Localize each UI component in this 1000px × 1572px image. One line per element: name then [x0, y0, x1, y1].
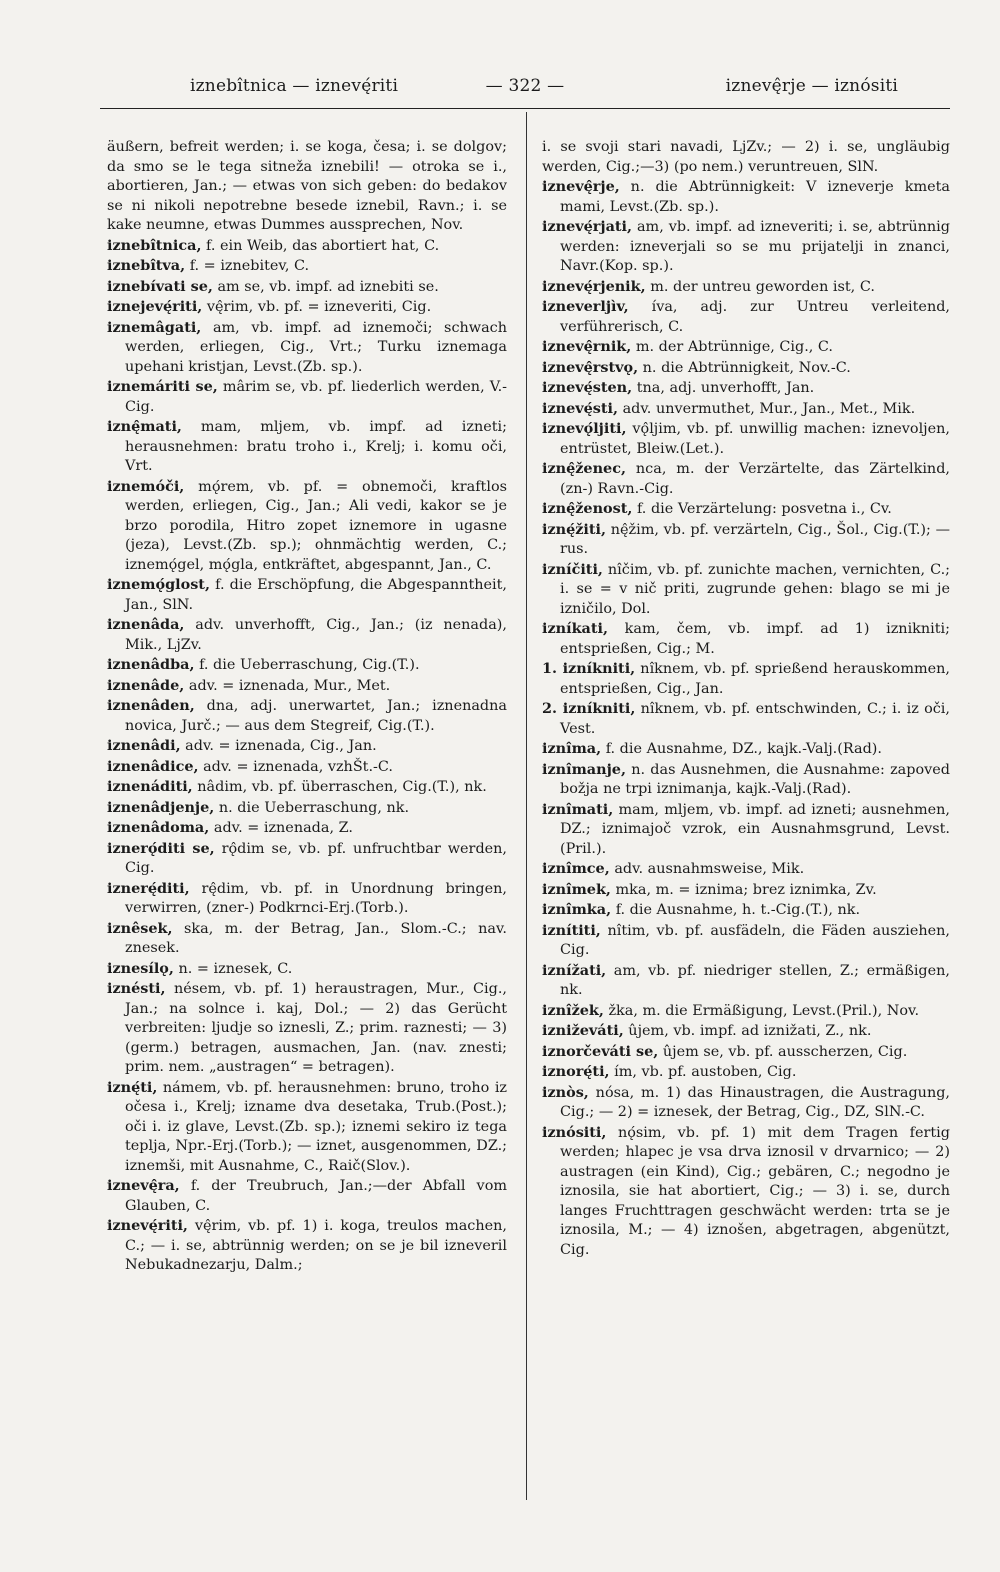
entry-headword: iznîma, [542, 740, 602, 757]
entry-headword: iznîmce, [542, 860, 610, 877]
entry-definition: ûjem, vb. impf. ad iznižati, Z., nk. [628, 1023, 872, 1039]
entry-headword: iznę́žiti, [542, 520, 607, 538]
dictionary-entry [107, 676, 507, 697]
entry-headword: iznêsek, [107, 919, 173, 937]
right-column [542, 138, 950, 1260]
page-header [100, 76, 950, 102]
entry-definition: f. die Erschöpfung, die Abgespanntheit, Jan., SlN. [125, 577, 507, 613]
header-right-guideword: iznevę̂rje — iznósiti [725, 76, 898, 96]
entry-headword: iznenâdi, [107, 737, 181, 754]
entry-definition: i. se svoji stari navadi, LjZv.; — 2) i. se, ungläubig werden, Cig.;—3) (po nem.) veruntreuen, SlN. [542, 139, 950, 175]
entry-headword: iznemóči, [107, 477, 185, 495]
entry-definition: vǫ̂ljim, vb. pf. unwillig machen: iznevoljen, entrüstet, Bleiw.(Let.). [560, 421, 951, 457]
entry-definition: mam, mljem, vb. impf. ad izneti; ausnehmen, DZ.; iznimajoč vzrok, ein Ausnahmsgrund, Levst.(Pril.). [560, 801, 951, 857]
dictionary-entry [542, 1062, 950, 1083]
entry-headword: iznevę́sten, [542, 379, 633, 396]
left-column [107, 138, 507, 1276]
dictionary-entry [107, 1176, 507, 1216]
dictionary-entry [542, 961, 950, 1001]
dictionary-entry [542, 900, 950, 921]
header-left-guideword: iznebîtnica — iznevę́riti [190, 76, 399, 96]
entry-definition: mǫ́rem, vb. pf. = obnemoči, kraftlos werden, erliegen, Cig., Jan.; Ali vedi, kakor se je brzo porodila, Hitro zopet iznemore in ugasne (jeza), Levst.(Zb. sp.); ohnmächtig werden, C.; iznemǫ́gel, mǫ́gla, entkräftet, abgespannt, Jan., C. [125, 478, 507, 573]
entry-headword: izneverljìv, [542, 298, 629, 315]
dictionary-entry [107, 297, 507, 318]
entry-definition: nîtim, vb. pf. ausfädeln, die Fäden ausziehen, Cig. [560, 922, 950, 958]
entry-definition: n. die Abtrünnigkeit, Nov.-C. [642, 359, 851, 376]
entry-headword: iznósiti, [542, 1123, 607, 1141]
entry-definition: mka, m. = iznima; brez iznimka, Zv. [615, 881, 877, 898]
entry-headword: iznenâde, [107, 676, 185, 694]
entry-headword: iznemáriti se, [107, 378, 218, 395]
entry-headword: 2. izníkniti, [542, 700, 636, 717]
entry-headword: iznîmek, [542, 880, 611, 898]
entry-definition: vę̂rim, vb. pf. = izneveriti, Cig. [206, 299, 432, 315]
entry-definition: am, vb. pf. niedriger stellen, Z.; ermäßigen, nk. [560, 962, 951, 998]
entry-definition: f. der Treubruch, Jan.;—der Abfall vom Glauben, C. [125, 1178, 507, 1214]
dictionary-entry [542, 277, 950, 298]
entry-headword: iznevę́rjenik, [542, 277, 646, 295]
entry-definition: f. die Ueberraschung, Cig.(T.). [199, 657, 420, 673]
dictionary-entry [542, 177, 950, 217]
entry-headword: 1. izníkniti, [542, 660, 636, 677]
entry-definition: kam, čem, vb. impf. ad 1) iznikniti; entsprießen, Cig.; M. [560, 621, 950, 657]
entry-headword: iznemǫ́glost, [107, 576, 210, 593]
entry-definition: am se, vb. impf. ad iznebiti se. [217, 278, 439, 295]
entry-definition: ûjem se, vb. pf. ausscherzen, Cig. [662, 1043, 908, 1060]
dictionary-entry [542, 217, 950, 277]
entry-definition: adv. ausnahmsweise, Mik. [614, 861, 805, 877]
entry-headword: iznîmanje, [542, 760, 626, 778]
entry-headword: iznevę́sti, [542, 399, 619, 417]
dictionary-entry [542, 619, 950, 659]
dictionary-entry [542, 138, 950, 177]
entry-definition: adv. = iznenada, Cig., Jan. [185, 738, 377, 754]
entry-headword: iznebîtnica, [107, 236, 202, 254]
entry-headword: iznenâdice, [107, 757, 199, 775]
entry-headword: iznebîtva, [107, 257, 186, 274]
dictionary-entry [107, 256, 507, 277]
entry-headword: iznorę́ti, [542, 1063, 610, 1080]
entry-headword: izníčiti, [542, 560, 603, 578]
entry-definition: n. = iznesek, C. [178, 960, 293, 977]
entry-headword: iznítiti, [542, 921, 601, 939]
dictionary-entry [107, 138, 507, 236]
entry-headword: iznenáditi, [107, 778, 193, 795]
dictionary-entry [107, 777, 507, 798]
dictionary-entry [107, 575, 507, 615]
entry-definition: f. die Ausnahme, DZ., kajk.-Valj.(Rad). [605, 741, 882, 757]
dictionary-entry [542, 800, 950, 860]
dictionary-entry [542, 358, 950, 379]
dictionary-entry [542, 337, 950, 358]
entry-definition: nâdim, vb. pf. überraschen, Cig.(T.), nk. [197, 779, 487, 795]
entry-headword: iznésti, [107, 980, 166, 997]
dictionary-entry [542, 921, 950, 961]
dictionary-entry [107, 377, 507, 417]
entry-headword: iznorčeváti se, [542, 1042, 659, 1060]
dictionary-entry [542, 1042, 950, 1063]
entry-definition: f. = iznebitev, C. [189, 258, 310, 274]
entry-definition: ska, m. der Betrag, Jan., Slom.-C.; nav. znesek. [125, 920, 508, 956]
entry-definition: námem, vb. pf. herausnehmen: bruno, troho iz očesa i., Krelj; izname dva desetaka, Trub.(Post.); oči i. iz glave, Levst.(Zb. sp.); iznemi sekiro iz tega teplja, Npr.-Erj.(Torb.); — iznet, ausgenommen, DZ.; iznemši, mit Ausnahme, C., Raič(Slov.). [125, 1079, 508, 1174]
entry-definition: nę̂žim, vb. pf. verzärteln, Cig., Šol., Cig.(T.); — rus. [560, 521, 950, 557]
entry-headword: iznevę̂ra, [107, 1177, 180, 1194]
dictionary-entry [542, 1123, 950, 1261]
entry-headword: iznesílǫ, [107, 959, 174, 977]
entry-definition: n. die Abtrünnigkeit: V izneverje kmeta mami, Levst.(Zb. sp.). [560, 179, 950, 215]
dictionary-entry [107, 757, 507, 778]
entry-definition: tna, adj. unverhofft, Jan. [636, 380, 815, 396]
entry-definition: nîčim, vb. pf. zunichte machen, vernichten, C.; i. se = v nič priti, zugrunde gehen: blago se mi je izničilo, Dol. [560, 561, 950, 617]
dictionary-entry [107, 417, 507, 477]
dictionary-entry [107, 959, 507, 980]
dictionary-entry [542, 760, 950, 800]
entry-headword: iznenâdba, [107, 656, 195, 673]
entry-headword: iznevę́rjati, [542, 218, 633, 235]
entry-definition: adv. = iznenada, vzhŠt.-C. [203, 758, 393, 775]
dictionary-entry [107, 615, 507, 655]
entry-headword: izniževáti, [542, 1022, 624, 1039]
header-rule [100, 108, 950, 109]
dictionary-entry [107, 736, 507, 757]
dictionary-entry [542, 1083, 950, 1123]
entry-definition: rę̂dim, vb. pf. in Unordnung bringen, verwirren, (zner-) Podkrnci-Erj.(Torb.). [125, 880, 508, 916]
entry-definition: f. ein Weib, das abortiert hat, C. [206, 237, 440, 254]
entry-definition: nîknem, vb. pf. entschwinden, C.; i. iz oči, Vest. [560, 701, 950, 737]
dictionary-entry [542, 699, 950, 739]
entry-headword: iznevę́riti, [107, 1217, 188, 1234]
entry-definition: äußern, befreit werden; i. se koga, česa; i. se dolgov; da smo se le tega sitneža iznebili! — otroka se i., abortieren, Jan.; — etwas von sich geben: do bedakov se ni nikoli nepotrebne besede iznebil, Ravn.; i. se kake neumne, etwas Dummes aussprechen, Nov. [107, 139, 507, 233]
dictionary-entry [107, 318, 507, 378]
entry-definition: mârim se, vb. pf. liederlich werden, V.-Cig. [125, 379, 508, 415]
dictionary-entry [107, 477, 507, 576]
dictionary-entry [542, 739, 950, 760]
entry-headword: iznenâda, [107, 616, 185, 633]
dictionary-entry [107, 979, 507, 1078]
dictionary-entry [542, 499, 950, 520]
entry-headword: izníkati, [542, 620, 608, 637]
dictionary-entry [542, 880, 950, 901]
dictionary-entry [542, 419, 950, 459]
entry-definition: íva, adj. zur Untreu verleitend, verführerisch, C. [560, 299, 951, 335]
entry-definition: vę̂rim, vb. pf. 1) i. koga, treulos machen, C.; — i. se, abtrünnig werden; on se je bil izneveril Nebukadnezarju, Dalm.; [125, 1218, 507, 1273]
dictionary-entry [542, 520, 950, 560]
entry-definition: am, vb. impf. ad izneveriti; i. se, abtrünnig werden: izneverjali so se mu prijatelji in znanci, Navr.(Kop. sp.). [560, 219, 950, 274]
entry-headword: iznevǫ́ljiti, [542, 420, 627, 437]
dictionary-entry [107, 818, 507, 839]
entry-definition: adv. unvermuthet, Mur., Jan., Met., Mik. [622, 400, 916, 417]
dictionary-entry [542, 297, 950, 337]
entry-definition: f. die Verzärtelung: posvetna i., Cv. [636, 501, 892, 517]
entry-headword: iznevę̂rnik, [542, 338, 632, 355]
entry-headword: iznîmka, [542, 901, 612, 918]
dictionary-entry [542, 560, 950, 620]
entry-definition: f. die Ausnahme, h. t.-Cig.(T.), nk. [615, 902, 861, 918]
dictionary-entry [107, 1216, 507, 1276]
entry-definition: nca, m. der Verzärtelte, das Zärtelkind, (zn-) Ravn.-Cig. [560, 461, 950, 497]
entry-definition: dna, adj. unerwartet, Jan.; iznenadna novica, Jurč.; — aus dem Stegreif, Cig.(T.). [125, 698, 507, 734]
dictionary-entry [107, 277, 507, 298]
dictionary-entry [107, 236, 507, 257]
dictionary-entry [107, 696, 507, 736]
entry-definition: am, vb. impf. ad iznemoči; schwach werden, erliegen, Cig., Vrt.; Turku iznemaga upehani kristjan, Levst.(Zb. sp.). [125, 319, 507, 375]
dictionary-entry [107, 839, 507, 879]
entry-headword: iznîmati, [542, 800, 614, 818]
dictionary-entry [542, 1021, 950, 1042]
entry-headword: iznerǫ́diti se, [107, 839, 215, 857]
entry-headword: iznîžek, [542, 1001, 604, 1019]
dictionary-entry [542, 659, 950, 699]
entry-definition: nǫ́sim, vb. pf. 1) mit dem Tragen fertig werden; hlapec je vsa drva iznosil v drvarnico; — 2) austragen (ein Kind), Cig.; gebären, C.; negodno je iznosila, sie hat abortiert, Cig.; — 3) i. se, durch langes Fruchttragen geschwächt werden: trta se je iznosila, M.; — 4) iznošen, abgetragen, abgenützt, Cig. [560, 1124, 951, 1258]
entry-headword: iznenâdoma, [107, 819, 210, 836]
entry-headword: iznòs, [542, 1083, 589, 1101]
entry-headword: iznę̂ženec, [542, 460, 626, 477]
dictionary-entry [107, 879, 507, 919]
page-number: — 322 — [485, 76, 565, 96]
dictionary-entry [107, 798, 507, 819]
entry-headword: iznemâgati, [107, 318, 202, 336]
entry-headword: iznerę́diti, [107, 879, 190, 897]
entry-definition: m. der untreu geworden ist, C. [650, 278, 875, 295]
dictionary-entry [542, 1001, 950, 1022]
entry-definition: žka, m. die Ermäßigung, Levst.(Pril.), Nov. [608, 1002, 920, 1019]
entry-headword: iznebívati se, [107, 277, 213, 295]
entry-headword: iznenâden, [107, 697, 195, 714]
entry-headword: iznę́ti, [107, 1078, 158, 1096]
entry-definition: mam, mljem, vb. impf. ad izneti; herausnehmen: bratu troho i., Krelj; i. komu oči, Vrt. [125, 419, 507, 474]
entry-definition: n. die Ueberraschung, nk. [218, 799, 410, 816]
dictionary-entry [107, 919, 507, 959]
entry-headword: iznenâdjenje, [107, 798, 215, 816]
dictionary-entry [107, 1078, 507, 1177]
dictionary-entry [542, 859, 950, 880]
entry-definition: nósa, m. 1) das Hinaustragen, die Austragung, Cig.; — 2) = iznesek, der Betrag, Cig., DZ, SlN.-C. [560, 1084, 951, 1120]
entry-definition: adv. = iznenada, Z. [213, 820, 353, 836]
entry-definition: nésem, vb. pf. 1) heraustragen, Mur., Cig., Jan.; na solnce i. kaj, Dol.; — 2) das Gerücht verbreiten: ljudje so iznesli, Z.; prim. raznesti; — 3) (germ.) betragen, ausmachen, Jan. (nav. znesti; prim. nem. „austragen“ = betragen). [125, 981, 507, 1075]
dictionary-entry [542, 459, 950, 499]
entry-definition: m. der Abtrünnige, Cig., C. [635, 339, 834, 355]
column-divider [526, 112, 527, 1500]
entry-headword: iznę̂ženost, [542, 500, 633, 517]
entry-headword: iznížati, [542, 961, 607, 979]
entry-headword: iznę̂mati, [107, 418, 182, 435]
entry-definition: adv. = iznenada, Mur., Met. [188, 677, 391, 694]
dictionary-entry [542, 378, 950, 399]
entry-headword: iznejevę́riti, [107, 298, 203, 315]
dictionary-entry [542, 399, 950, 420]
entry-definition: adv. unverhofft, Cig., Jan.; (iz nenada), Mik., LjZv. [125, 617, 507, 653]
entry-definition: n. das Ausnehmen, die Ausnahme: zapoved božja ne trpi iznimanja, kajk.-Valj.(Rad). [560, 761, 950, 797]
entry-definition: rǫ̂dim se, vb. pf. unfruchtbar werden, Cig. [125, 840, 508, 876]
dictionary-entry [107, 655, 507, 676]
entry-headword: iznevę̂rje, [542, 178, 620, 195]
entry-definition: ím, vb. pf. austoben, Cig. [614, 1064, 797, 1080]
entry-headword: iznevę̂rstvǫ, [542, 358, 639, 376]
entry-definition: nîknem, vb. pf. sprießend herauskommen, entsprießen, Cig., Jan. [560, 661, 950, 697]
